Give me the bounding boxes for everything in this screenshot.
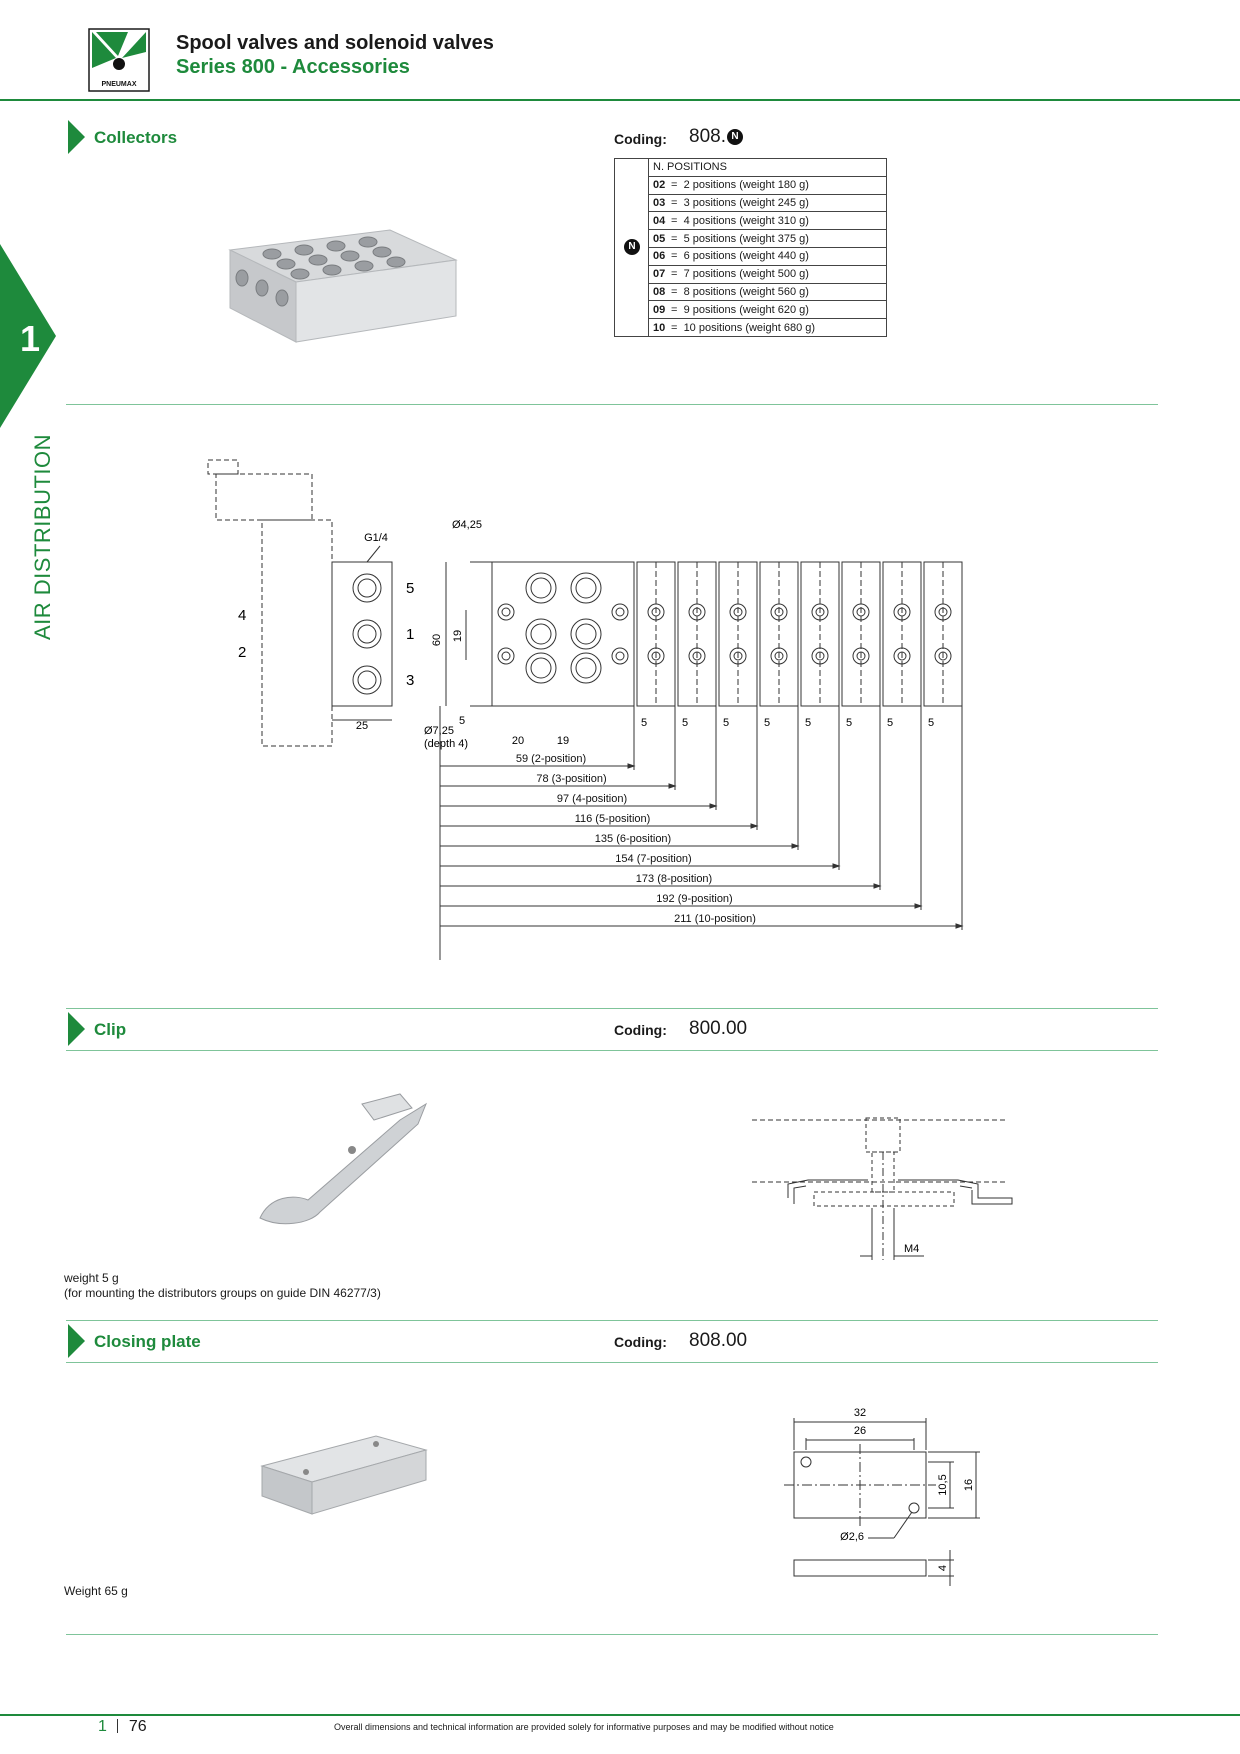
length-label: 154 (7-position) xyxy=(615,853,692,865)
bore-depth-label: (depth 4) xyxy=(424,738,469,750)
clip-use-note: (for mounting the distributors groups on guide DIN 46277/3) xyxy=(64,1286,381,1300)
port-number-2: 2 xyxy=(238,644,247,661)
section-arrow-icon xyxy=(68,1012,85,1046)
dim-5-label: 5 xyxy=(846,717,853,729)
collectors-coding-value: 808. N xyxy=(689,126,743,148)
dim-26-label: 26 xyxy=(853,1425,867,1437)
port-hole xyxy=(571,653,601,683)
length-label: 173 (8-position) xyxy=(635,873,713,885)
collector-module xyxy=(760,562,798,706)
dim-5-label: 5 xyxy=(682,717,689,729)
positions-header: N. POSITIONS xyxy=(649,159,887,177)
header-divider xyxy=(0,99,1240,101)
positions-row: 08 = 8 positions (weight 560 g) xyxy=(649,283,887,301)
positions-row: 06 = 6 positions (weight 440 g) xyxy=(649,247,887,265)
port-number-1: 1 xyxy=(406,626,415,643)
port-hole xyxy=(571,619,601,649)
collector-module xyxy=(719,562,757,706)
positions-table xyxy=(614,158,887,337)
pneumax-logo xyxy=(88,28,150,92)
dim-5-label: 5 xyxy=(764,717,771,729)
dim-5-label: 5 xyxy=(641,717,648,729)
fixing-hole xyxy=(498,604,514,620)
closing-plate-coding-value: 808.00 xyxy=(689,1330,748,1351)
clip-drawing xyxy=(748,1108,1024,1273)
dim-5-label: 5 xyxy=(805,717,812,729)
section-arrow-icon xyxy=(68,120,85,154)
fixing-hole xyxy=(612,604,628,620)
collector-product-image xyxy=(220,220,460,355)
collector-module xyxy=(883,562,921,706)
port-hole xyxy=(526,619,556,649)
bore-dia-label: Ø7,25 xyxy=(424,725,454,737)
thread-m4-label: M4 xyxy=(904,1243,920,1255)
closing-plate-weight-note: Weight 65 g xyxy=(64,1584,128,1598)
chapter-number: 1 xyxy=(20,318,41,359)
port-hole xyxy=(526,653,556,683)
logo-text: PNEUMAX xyxy=(101,81,137,88)
clip-weight-note: weight 5 g xyxy=(64,1271,119,1285)
hole-dia-2-6-label: Ø2,6 xyxy=(840,1531,864,1543)
collector-module xyxy=(678,562,716,706)
collector-module xyxy=(801,562,839,706)
positions-row: 03 = 3 positions (weight 245 g) xyxy=(649,194,887,212)
footer-notice: Overall dimensions and technical information are provided solely for informative purposes and may be modified without notice xyxy=(334,1722,834,1732)
fixing-hole xyxy=(498,648,514,664)
positions-row: 04 = 4 positions (weight 310 g) xyxy=(649,212,887,230)
length-label: 59 (2-position) xyxy=(515,753,587,765)
positions-row: 05 = 5 positions (weight 375 g) xyxy=(649,230,887,248)
pitch-19-v-label: 19 xyxy=(452,629,464,643)
port-hole xyxy=(571,573,601,603)
page-subtitle: Series 800 - Accessories xyxy=(176,56,410,78)
dim-5-label: 5 xyxy=(887,717,894,729)
n-badge-icon: N xyxy=(727,129,743,145)
section-divider xyxy=(66,1008,1158,1009)
section-divider xyxy=(66,1634,1158,1635)
closing-plate-title: Closing plate xyxy=(94,1332,201,1351)
positions-n-cell: N xyxy=(615,159,649,337)
length-dimension xyxy=(440,706,839,870)
collector-drawing xyxy=(200,450,1020,970)
hole-dia-label: Ø4,25 xyxy=(452,519,482,531)
collector-module xyxy=(842,562,880,706)
closing-plate-product-image xyxy=(256,1430,436,1535)
page-number: 1 76 xyxy=(98,1718,147,1735)
dim-20-label: 20 xyxy=(511,735,525,747)
port-size-label: G1/4 xyxy=(364,532,388,544)
section-divider xyxy=(66,1320,1158,1321)
dim-5-label: 5 xyxy=(459,715,466,727)
footer-divider xyxy=(0,1714,1240,1716)
port-number-4: 4 xyxy=(238,607,247,624)
height-60-label: 60 xyxy=(431,633,443,647)
positions-row: 07 = 7 positions (weight 500 g) xyxy=(649,265,887,283)
collector-module xyxy=(924,562,962,706)
closing-plate-drawing xyxy=(784,1400,984,1605)
length-label: 116 (5-position) xyxy=(574,813,651,825)
section-divider xyxy=(66,1362,1158,1363)
section-divider xyxy=(66,404,1158,405)
length-dimension xyxy=(440,706,757,830)
collector-module xyxy=(637,562,675,706)
length-label: 192 (9-position) xyxy=(656,893,733,905)
dim-5-label: 5 xyxy=(723,717,730,729)
port-hole xyxy=(526,573,556,603)
closing-plate-coding-label: Coding: xyxy=(614,1334,667,1350)
section-arrow-icon xyxy=(68,1324,85,1358)
positions-row: 02 = 2 positions (weight 180 g) xyxy=(649,176,887,194)
chapter-label: AIR DISTRIBUTION xyxy=(30,433,55,640)
clip-coding-value: 800.00 xyxy=(689,1018,748,1039)
dim-5-label: 5 xyxy=(928,717,935,729)
clip-product-image xyxy=(250,1090,430,1235)
port-number-3: 3 xyxy=(406,672,415,689)
length-label: 97 (4-position) xyxy=(556,793,628,805)
length-label: 78 (3-position) xyxy=(536,773,607,785)
positions-row: 10 = 10 positions (weight 680 g) xyxy=(649,319,887,337)
dim-19-label: 19 xyxy=(556,735,570,747)
section-divider xyxy=(66,1050,1158,1051)
width-25-label: 25 xyxy=(355,720,369,732)
dim-4-label: 4 xyxy=(937,1564,949,1572)
length-dimension xyxy=(440,706,798,850)
dim-16-label: 16 xyxy=(963,1478,975,1492)
collectors-title: Collectors xyxy=(94,128,178,147)
port-number-5: 5 xyxy=(406,580,415,597)
collectors-coding-label: Coding: xyxy=(614,131,667,147)
page-title: Spool valves and solenoid valves xyxy=(176,32,494,54)
length-label: 211 (10-position) xyxy=(674,913,756,925)
length-label: 135 (6-position) xyxy=(594,833,672,845)
dim-10-5-label: 10,5 xyxy=(937,1474,949,1496)
dim-32-label: 32 xyxy=(853,1407,867,1419)
positions-row: 09 = 9 positions (weight 620 g) xyxy=(649,301,887,319)
clip-coding-label: Coding: xyxy=(614,1022,667,1038)
clip-title: Clip xyxy=(94,1020,127,1039)
fixing-hole xyxy=(612,648,628,664)
